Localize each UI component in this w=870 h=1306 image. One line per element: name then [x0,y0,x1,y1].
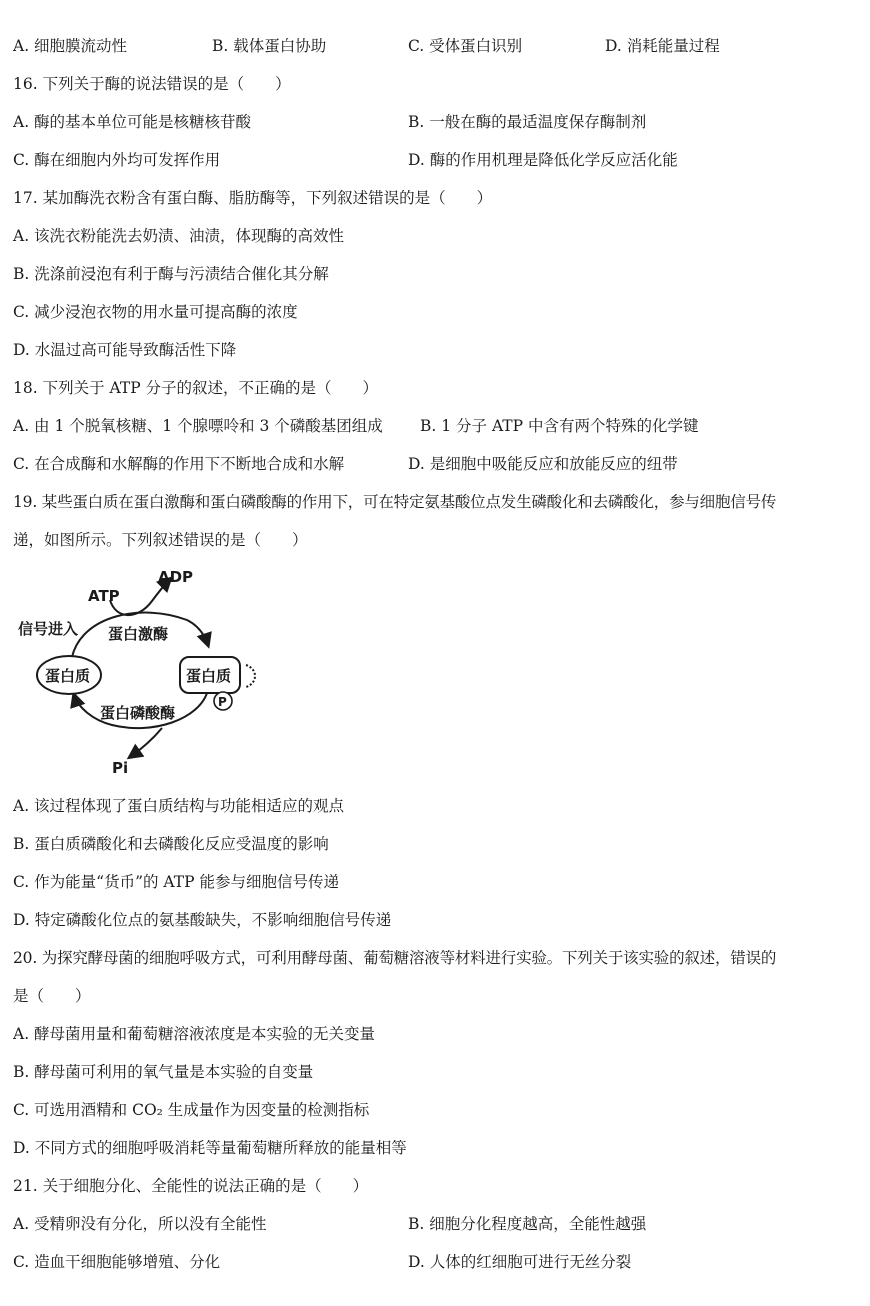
q19-stem-line2: 递，如图所示。下列叙述错误的是（ ） [13,531,308,549]
active-site-mark [246,665,255,687]
q18-option-d: D. 是细胞中吸能反应和放能反应的纽带 [408,455,678,473]
q17-option-c: C. 减少浸泡衣物的用水量可提高酶的浓度 [13,303,298,321]
q19-option-b: B. 蛋白质磷酸化和去磷酸化反应受温度的影响 [13,835,329,853]
q20-stem-line2: 是（ ） [13,987,91,1005]
q20-option-a: A. 酵母菌用量和葡萄糖溶液浓度是本实验的无关变量 [13,1025,376,1043]
q19-stem-line1: 19. 某些蛋白质在蛋白激酶和蛋白磷酸酶的作用下，可在特定氨基酸位点发生磷酸化和去磷酸化，参与细胞信号传 [13,493,777,511]
q17-stem: 17. 某加酶洗衣粉含有蛋白酶、脂肪酶等，下列叙述错误的是（ ） [13,189,493,207]
q18-option-a: A. 由 1 个脱氧核糖、1 个腺嘌呤和 3 个磷酸基团组成 [13,417,383,435]
q17-option-a: A. 该洗衣粉能洗去奶渍、油渍，体现酶的高效性 [13,227,345,245]
q16-option-b: B. 一般在酶的最适温度保存酶制剂 [408,113,647,131]
q17-option-d: D. 水温过高可能导致酶活性下降 [13,341,237,359]
q18-stem: 18. 下列关于 ATP 分子的叙述，不正确的是（ ） [13,379,379,397]
kinase-label: 蛋白激酶 [108,625,169,643]
protein-left-label: 蛋白质 [45,667,91,685]
q21-option-a: A. 受精卵没有分化，所以没有全能性 [13,1215,267,1233]
q21-option-d: D. 人体的红细胞可进行无丝分裂 [408,1253,632,1271]
q16-option-a: A. 酶的基本单位可能是核糖核苷酸 [13,113,252,131]
pi-label: Pi [112,759,129,777]
adp-label: ADP [158,568,194,586]
signal-in-label: 信号进入 [18,620,79,638]
q20-option-c: C. 可选用酒精和 CO₂ 生成量作为因变量的检测指标 [13,1101,370,1119]
protein-right-label: 蛋白质 [186,667,232,685]
q19-option-d: D. 特定磷酸化位点的氨基酸缺失，不影响细胞信号传递 [13,911,392,929]
q19-option-c: C. 作为能量“货币”的 ATP 能参与细胞信号传递 [13,873,339,891]
q15-option-d: D. 消耗能量过程 [605,37,720,55]
q20-option-b: B. 酵母菌可利用的氧气量是本实验的自变量 [13,1063,314,1081]
q16-stem: 16. 下列关于酶的说法错误的是（ ） [13,75,291,93]
q16-option-d: D. 酶的作用机理是降低化学反应活化能 [408,151,678,169]
q18-option-b: B. 1 分子 ATP 中含有两个特殊的化学键 [420,417,699,435]
q15-option-a: A. 细胞膜流动性 [13,37,128,55]
q17-option-b: B. 洗涤前浸泡有利于酶与污渍结合催化其分解 [13,265,329,283]
q21-option-b: B. 细胞分化程度越高，全能性越强 [408,1215,647,1233]
atp-label: ATP [88,587,120,605]
q15-option-b: B. 载体蛋白协助 [212,37,327,55]
pi-arrow [130,728,162,757]
q15-option-c: C. 受体蛋白识别 [408,37,523,55]
q20-option-d: D. 不同方式的细胞呼吸消耗等量葡萄糖所释放的能量相等 [13,1139,407,1157]
q16-option-c: C. 酶在细胞内外均可发挥作用 [13,151,221,169]
q20-stem-line1: 20. 为探究酵母菌的细胞呼吸方式，可利用酵母菌、葡萄糖溶液等材料进行实验。下列关于该实验的叙述，错误的 [13,949,777,967]
q21-stem: 21. 关于细胞分化、全能性的说法正确的是（ ） [13,1177,369,1195]
phosphorylation-cycle-diagram [12,565,282,780]
q19-option-a: A. 该过程体现了蛋白质结构与功能相适应的观点 [13,797,345,815]
phosphate-label: P [218,695,227,709]
phosphatase-label: 蛋白磷酸酶 [100,704,176,722]
q21-option-c: C. 造血干细胞能够增殖、分化 [13,1253,221,1271]
q18-option-c: C. 在合成酶和水解酶的作用下不断地合成和水解 [13,455,345,473]
